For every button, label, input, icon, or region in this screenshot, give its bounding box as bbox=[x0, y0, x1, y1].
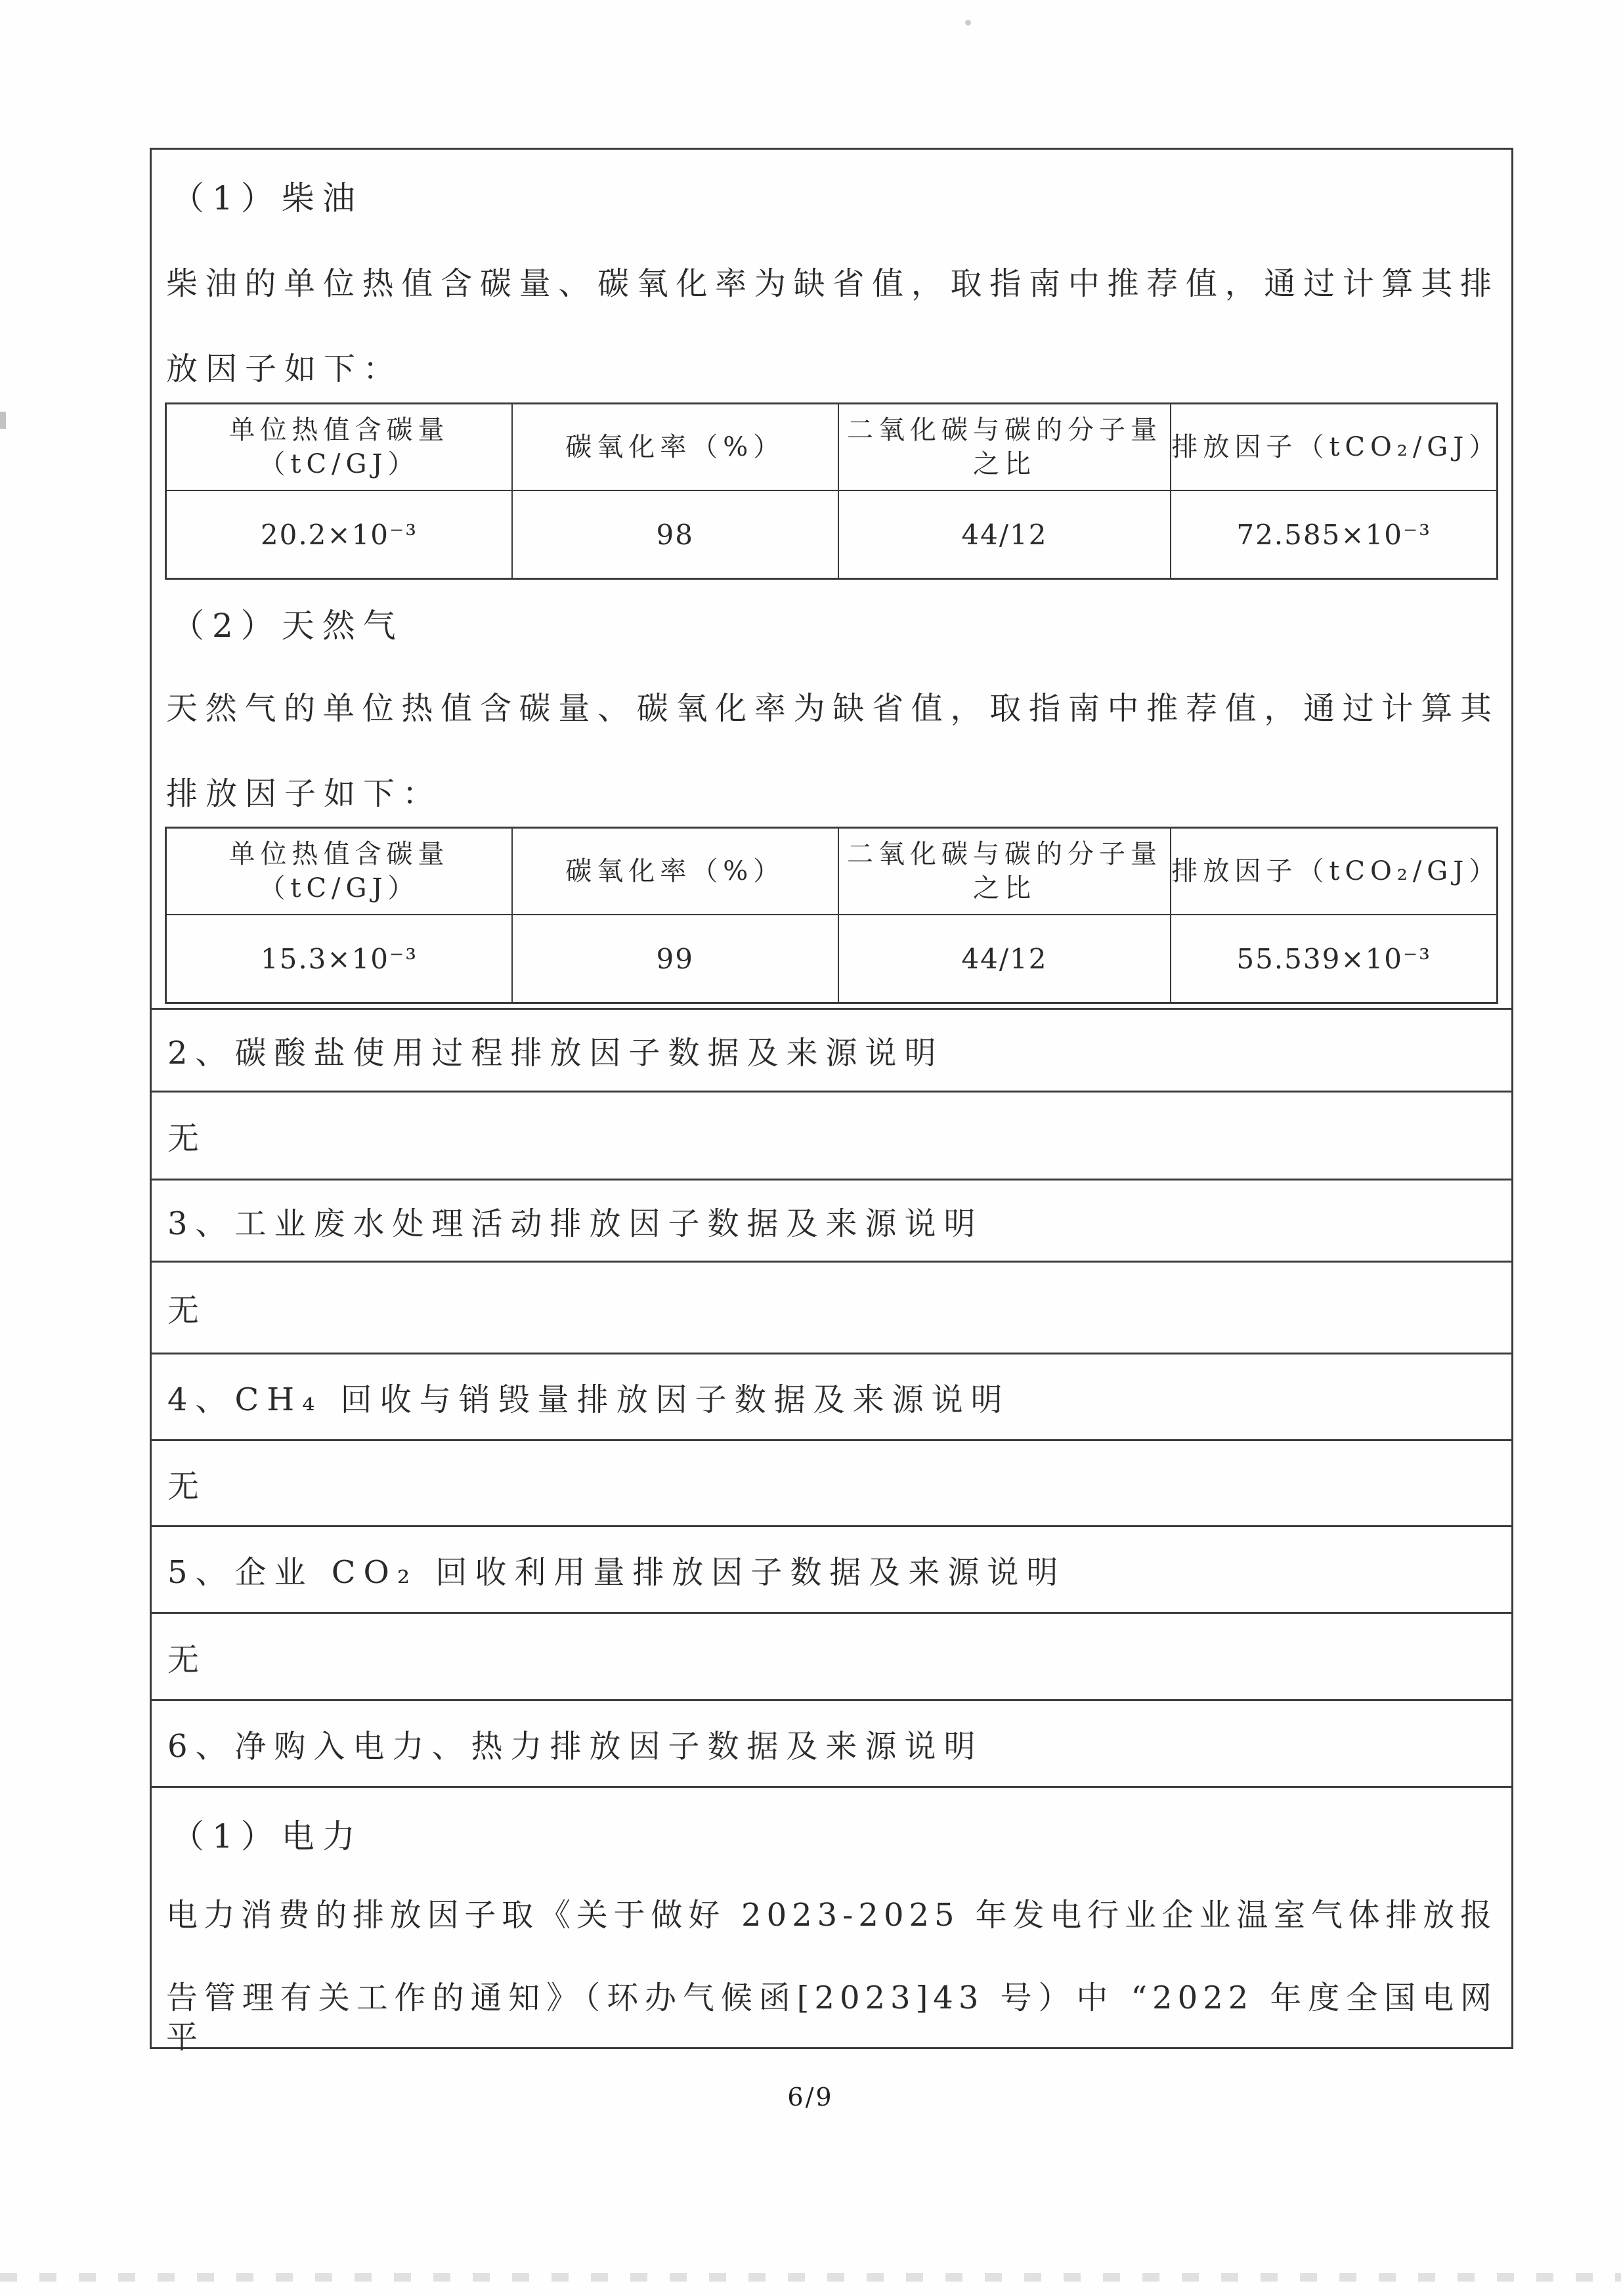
header-line: 排放因子（tCO₂/GJ） bbox=[1171, 856, 1501, 886]
electricity-paragraph-line-1: 电力消费的排放因子取《关于做好 2023-2025 年发电行业企业温室气体排放报 bbox=[166, 1897, 1497, 1934]
diesel-paragraph-line-2: 放因子如下： bbox=[166, 351, 403, 387]
section-3-title-row bbox=[152, 1179, 1511, 1261]
natural-gas-heat-carbon-value: 15.3×10⁻³ bbox=[166, 915, 512, 1003]
table-data-row bbox=[166, 915, 1498, 1003]
electricity-paragraph-line-2: 告管理有关工作的通知》（环办气候函[2023]43 号）中 “2022 年度全国电网平 bbox=[166, 1980, 1497, 2056]
section-title: 3、工业废水处理活动排放因子数据及来源说明 bbox=[167, 1205, 983, 1242]
section-content: 无 bbox=[167, 1641, 207, 1678]
section-4-content-row bbox=[152, 1439, 1511, 1525]
header-molecular-ratio bbox=[838, 404, 1171, 491]
header-line: 碳氧化率（%） bbox=[565, 856, 785, 886]
header-line: 碳氧化率（%） bbox=[565, 432, 785, 462]
section-5-content-row bbox=[152, 1612, 1511, 1699]
section-title: 2、碳酸盐使用过程排放因子数据及来源说明 bbox=[167, 1035, 944, 1072]
header-emission-factor bbox=[1171, 828, 1501, 915]
section-4-title-row bbox=[152, 1353, 1511, 1439]
table-header-row bbox=[166, 828, 1498, 915]
diesel-paragraph-line-1: 柴油的单位热值含碳量、碳氧化率为缺省值，取指南中推荐值，通过计算其排 bbox=[166, 265, 1497, 302]
header-emission-factor bbox=[1171, 404, 1501, 491]
diesel-heading: （1）柴油 bbox=[171, 179, 363, 217]
scan-edge-mark-artifact bbox=[0, 412, 6, 429]
header-line: 单位热值含碳量 bbox=[228, 415, 450, 445]
header-line: 二氧化碳与碳的分子量 bbox=[846, 839, 1162, 869]
page-number: 6/9 bbox=[787, 2083, 834, 2112]
diesel-oxidation-value: 98 bbox=[512, 490, 838, 579]
section-title: 4、CH₄ 回收与销毁量排放因子数据及来源说明 bbox=[167, 1381, 1010, 1418]
header-oxidation-rate bbox=[512, 404, 838, 491]
section-2-content-row bbox=[152, 1091, 1511, 1179]
header-molecular-ratio bbox=[838, 828, 1171, 915]
header-line: 二氧化碳与碳的分子量 bbox=[846, 415, 1162, 445]
scan-noise-artifact bbox=[0, 2273, 1621, 2282]
natural-gas-oxidation-value: 99 bbox=[512, 915, 838, 1003]
table-data-row bbox=[166, 490, 1498, 579]
electricity-section bbox=[152, 1786, 1511, 2056]
section-title: 6、净购入电力、热力排放因子数据及来源说明 bbox=[167, 1728, 983, 1765]
header-line: 之比 bbox=[972, 449, 1036, 479]
header-oxidation-rate bbox=[512, 828, 838, 915]
natural-gas-paragraph-line-2: 排放因子如下： bbox=[166, 775, 443, 812]
section-6-title-row bbox=[152, 1699, 1511, 1786]
header-heat-carbon-content bbox=[166, 404, 512, 491]
section-content: 无 bbox=[167, 1467, 207, 1505]
fuel-factor-section bbox=[152, 150, 1511, 1008]
section-content: 无 bbox=[167, 1292, 207, 1329]
section-content: 无 bbox=[167, 1120, 207, 1157]
scan-speck-artifact bbox=[965, 20, 971, 26]
header-line: （tC/GJ） bbox=[259, 449, 420, 479]
section-2-title-row bbox=[152, 1008, 1511, 1091]
natural-gas-factor-table bbox=[165, 827, 1501, 1004]
natural-gas-heading: （2）天然气 bbox=[171, 607, 404, 645]
natural-gas-paragraph-line-1: 天然气的单位热值含碳量、碳氧化率为缺省值，取指南中推荐值，通过计算其 bbox=[166, 690, 1497, 727]
header-line: 单位热值含碳量 bbox=[228, 839, 450, 869]
natural-gas-factor-value: 55.539×10⁻³ bbox=[1171, 915, 1497, 1003]
header-line: （tC/GJ） bbox=[259, 873, 420, 903]
header-heat-carbon-content bbox=[166, 828, 512, 915]
header-line: 之比 bbox=[972, 873, 1036, 903]
header-line: 排放因子（tCO₂/GJ） bbox=[1171, 432, 1501, 462]
diesel-heat-carbon-value: 20.2×10⁻³ bbox=[166, 490, 512, 579]
section-3-content-row bbox=[152, 1261, 1511, 1353]
natural-gas-ratio-value: 44/12 bbox=[838, 915, 1171, 1003]
report-content-table bbox=[150, 148, 1513, 2056]
diesel-ratio-value: 44/12 bbox=[838, 490, 1171, 579]
table-header-row bbox=[166, 404, 1498, 491]
section-title: 5、企业 CO₂ 回收利用量排放因子数据及来源说明 bbox=[167, 1554, 1066, 1591]
diesel-factor-table bbox=[165, 402, 1501, 580]
electricity-heading: （1）电力 bbox=[171, 1817, 363, 1855]
section-5-title-row bbox=[152, 1525, 1511, 1612]
diesel-factor-value: 72.585×10⁻³ bbox=[1171, 490, 1497, 579]
